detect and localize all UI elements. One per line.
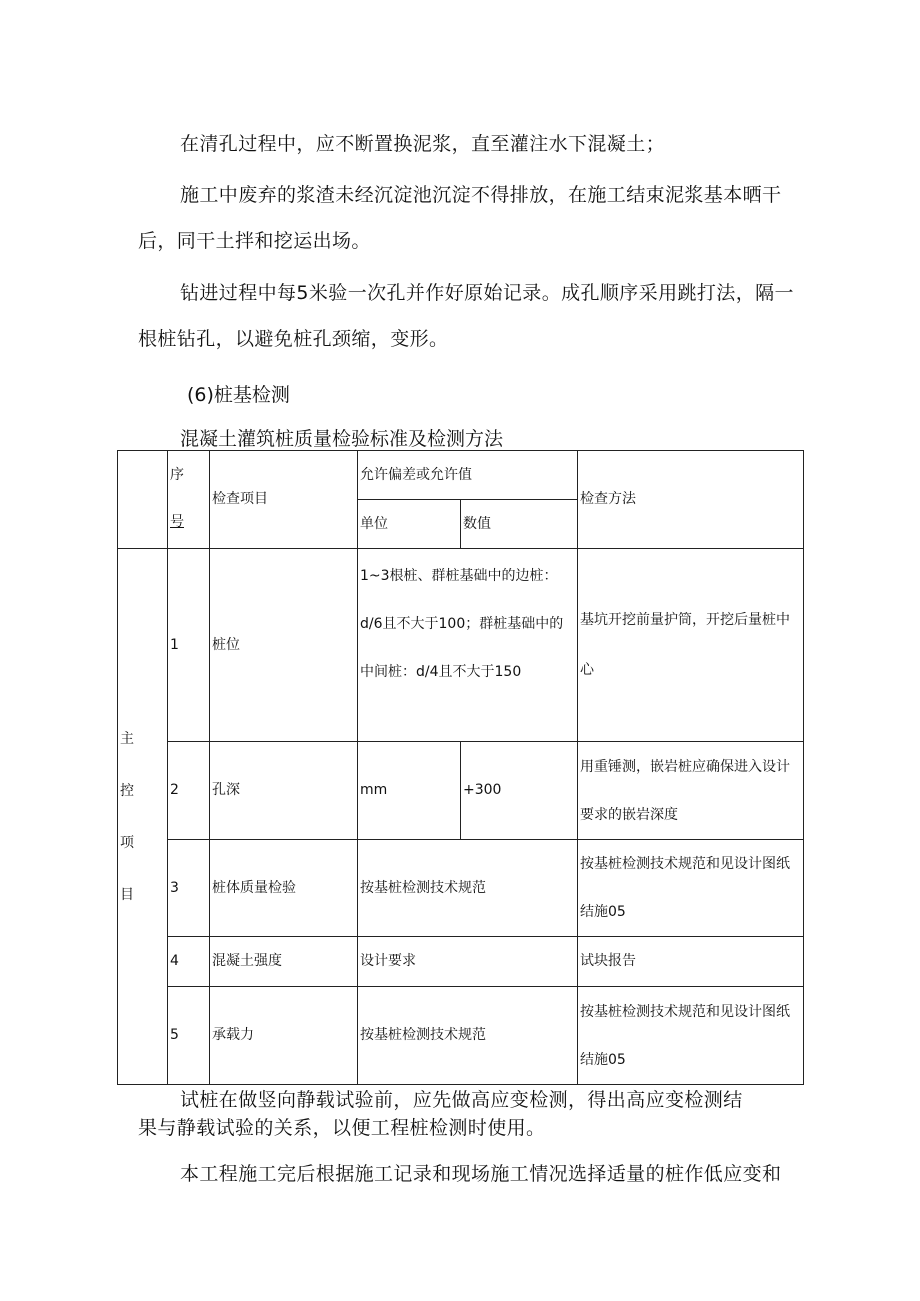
row-item: 孔深: [210, 742, 358, 840]
row-tolerance: 1~3根桩、群桩基础中的边桩：d/6且不大于100；群桩基础中的中间桩：d/4且不大于150: [358, 549, 578, 742]
row-no: 5: [168, 987, 210, 1085]
group-label-char: 控: [120, 782, 134, 799]
header-item: 检查项目: [210, 451, 358, 549]
paragraph-waste-slurry: 施工中废弃的浆渣未经沉淀池沉淀不得排放，在施工结束泥浆基本晒干后，同干土拌和挖运出场。: [138, 184, 782, 252]
inspection-table: [117, 450, 804, 1085]
row-item: 桩体质量检验: [210, 840, 358, 937]
header-seq-top: 序: [170, 467, 184, 483]
paragraph-drilling-record: 钻进过程中每5米验一次孔并作好原始记录。成孔顺序采用跳打法，隔一根桩钻孔，以避免桩孔颈缩，变形。: [138, 282, 794, 350]
table-row: [118, 549, 804, 742]
header-unit: 单位: [358, 500, 461, 549]
row-method: 试块报告: [578, 937, 804, 987]
row-unit: mm: [358, 742, 461, 840]
group-label-char: 目: [120, 886, 134, 903]
paragraph-dynamic-test: 试桩在做竖向静载试验前，应先做高应变检测，得出高应变检测结果与静载试验的关系，以便工程桩检测时使用。: [138, 1089, 743, 1139]
table-row: [118, 840, 804, 937]
row-method: 按基桩检测技术规范和见设计图纸结施05: [578, 987, 804, 1085]
row-no: 1: [168, 549, 210, 742]
header-seq-bottom: 号: [170, 514, 184, 530]
row-no: 4: [168, 937, 210, 987]
header-value: 数值: [461, 500, 578, 549]
row-item: 混凝土强度: [210, 937, 358, 987]
header-seq-cell: [168, 451, 210, 549]
group-label-cell: [118, 549, 168, 1085]
table-row: [118, 987, 804, 1085]
row-no: 2: [168, 742, 210, 840]
row-method: 按基桩检测技术规范和见设计图纸结施05: [578, 840, 804, 937]
table-row: [118, 937, 804, 987]
group-label-char: 主: [120, 730, 134, 747]
section-heading: (6)桩基检测: [187, 384, 290, 406]
header-blank-cell: [118, 451, 168, 549]
row-tolerance: 设计要求: [358, 937, 578, 987]
row-item: 承载力: [210, 987, 358, 1085]
row-no: 3: [168, 840, 210, 937]
row-item: 桩位: [210, 549, 358, 742]
row-tolerance: 按基桩检测技术规范: [358, 840, 578, 937]
paragraph-low-strain: 本工程施工完后根据施工记录和现场施工情况选择适量的桩作低应变和: [180, 1163, 782, 1185]
paragraph-clean-hole: 在清孔过程中，应不断置换泥浆，直至灌注水下混凝土；: [180, 133, 666, 155]
table-title: 混凝土灌筑桩质量检验标准及检测方法: [180, 428, 504, 450]
header-tolerance: 允许偏差或允许值: [358, 451, 578, 500]
row-method: 用重锤测，嵌岩桩应确保进入设计要求的嵌岩深度: [578, 742, 804, 840]
group-label-char: 项: [120, 834, 134, 851]
row-value: +300: [461, 742, 578, 840]
header-method: 检查方法: [578, 451, 804, 549]
row-method: 基坑开挖前量护筒，开挖后量桩中心: [578, 549, 804, 742]
table-row: [118, 742, 804, 840]
row-tolerance: 按基桩检测技术规范: [358, 987, 578, 1085]
